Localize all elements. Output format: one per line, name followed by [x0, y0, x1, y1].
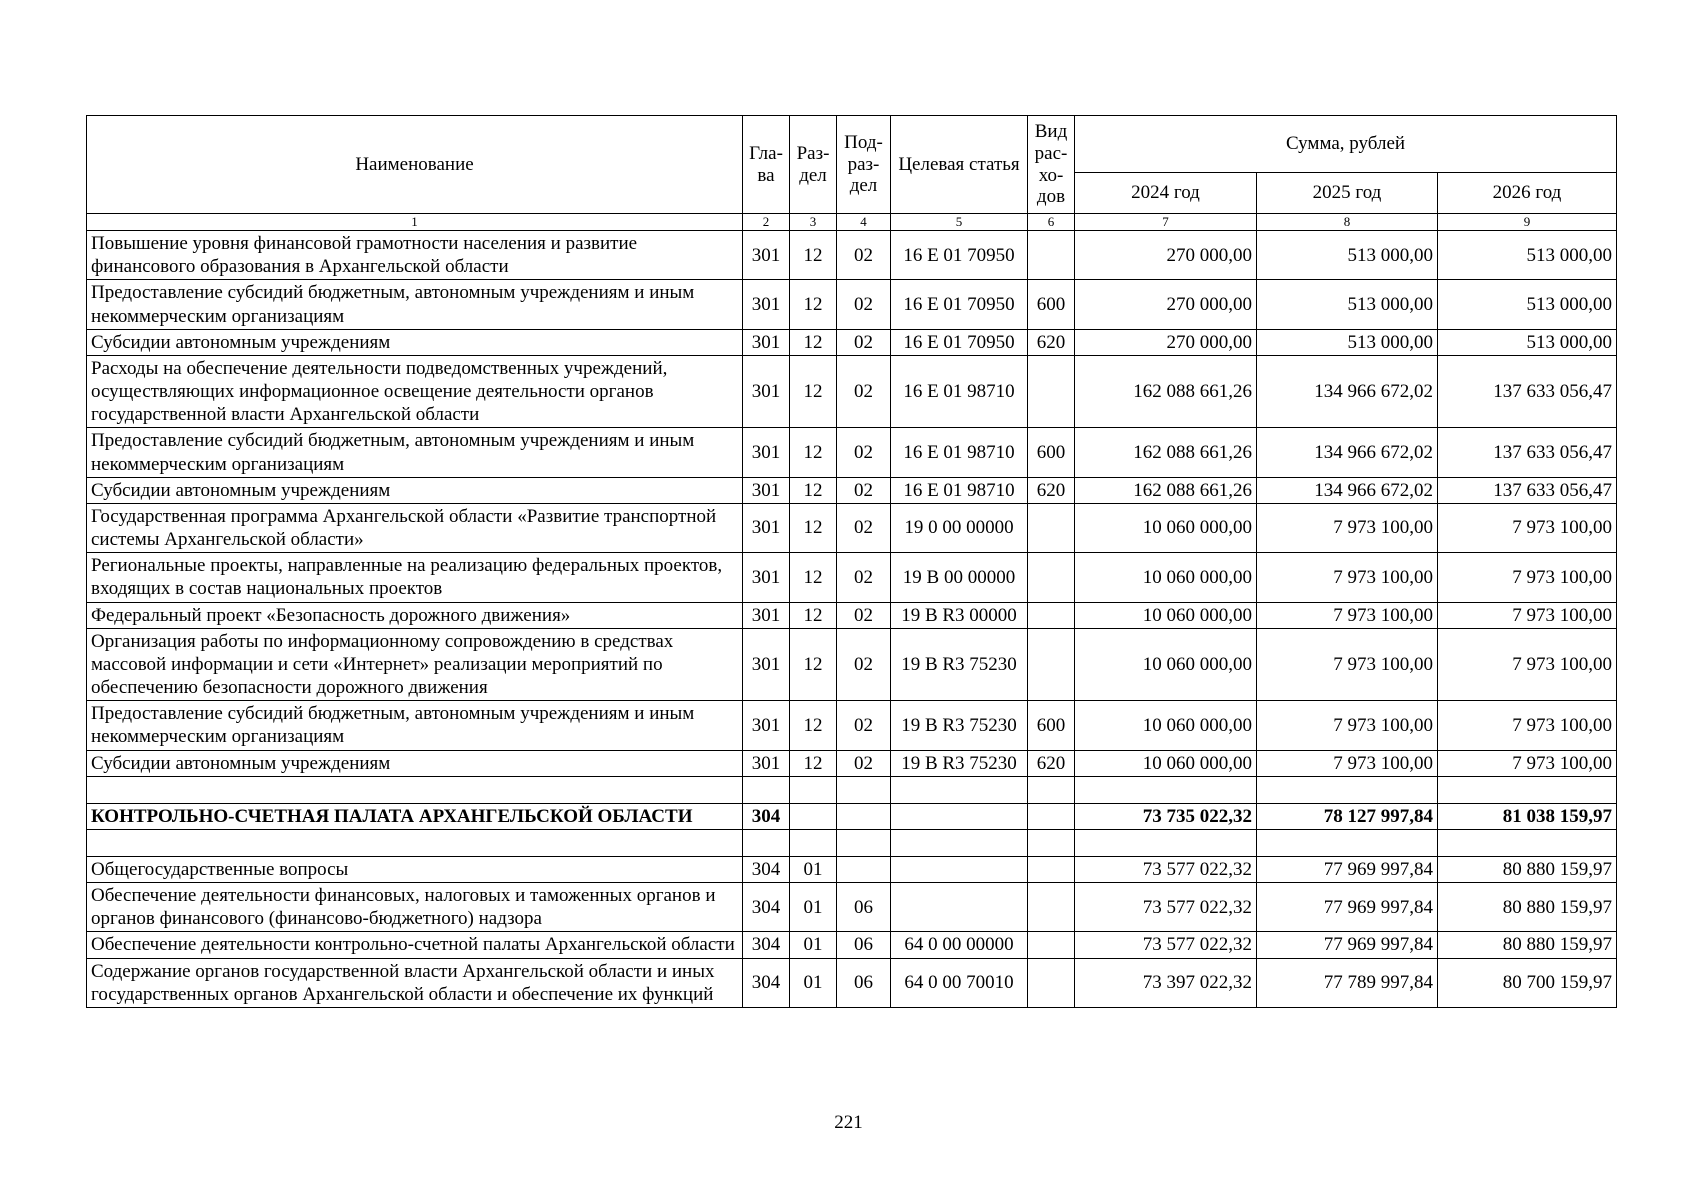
row-podrazdel: 02: [837, 553, 891, 602]
table-row: [87, 750, 1617, 776]
row-name: Федеральный проект «Безопасность дорожного движения»: [87, 602, 743, 628]
row-glava: 301: [743, 553, 790, 602]
row-name: Содержание органов государственной власти Архангельской области и иных государственных органов Архангельской области и обеспечение их функций: [87, 958, 743, 1007]
row-sum-2025: 77 969 997,84: [1257, 932, 1438, 958]
row-sum-2026: 137 633 056,47: [1438, 477, 1617, 503]
row-razdel: 12: [790, 280, 837, 329]
row-celevaya: [891, 829, 1028, 856]
row-glava: 301: [743, 503, 790, 552]
row-razdel: [790, 829, 837, 856]
row-razdel: 12: [790, 628, 837, 701]
row-sum-2025: 513 000,00: [1257, 280, 1438, 329]
row-celevaya: 16 Е 01 98710: [891, 428, 1028, 477]
row-podrazdel: 02: [837, 503, 891, 552]
table-row: [87, 776, 1617, 803]
table-row: [87, 958, 1617, 1007]
row-celevaya: 19 0 00 00000: [891, 503, 1028, 552]
row-podrazdel: 06: [837, 958, 891, 1007]
row-name: Повышение уровня финансовой грамотности населения и развитие финансового образования в Архангельской области: [87, 231, 743, 280]
row-sum-2024: 162 088 661,26: [1075, 477, 1257, 503]
row-vid: [1028, 602, 1075, 628]
row-podrazdel: 02: [837, 329, 891, 355]
row-glava: 301: [743, 355, 790, 428]
row-sum-2024: 10 060 000,00: [1075, 628, 1257, 701]
row-razdel: 01: [790, 932, 837, 958]
row-sum-2024: 10 060 000,00: [1075, 750, 1257, 776]
row-podrazdel: 02: [837, 750, 891, 776]
row-sum-2026: 137 633 056,47: [1438, 355, 1617, 428]
row-vid: [1028, 355, 1075, 428]
row-razdel: [790, 803, 837, 829]
row-podrazdel: [837, 856, 891, 882]
row-name: КОНТРОЛЬНО-СЧЕТНАЯ ПАЛАТА АРХАНГЕЛЬСКОЙ ОБЛАСТИ: [87, 803, 743, 829]
row-vid: 620: [1028, 329, 1075, 355]
row-name: Общегосударственные вопросы: [87, 856, 743, 882]
row-glava: 301: [743, 477, 790, 503]
row-celevaya: 16 Е 01 98710: [891, 355, 1028, 428]
row-sum-2025: 7 973 100,00: [1257, 750, 1438, 776]
row-sum-2024: 73 577 022,32: [1075, 856, 1257, 882]
header-podrazdel: Под-раз-дел: [837, 116, 891, 214]
row-razdel: 12: [790, 701, 837, 750]
header-name: Наименование: [87, 116, 743, 214]
row-razdel: [790, 776, 837, 803]
colnum: 8: [1257, 214, 1438, 231]
row-glava: 301: [743, 231, 790, 280]
row-podrazdel: [837, 776, 891, 803]
row-celevaya: 19 В R3 00000: [891, 602, 1028, 628]
row-sum-2026: 80 700 159,97: [1438, 958, 1617, 1007]
row-name: Обеспечение деятельности финансовых, налоговых и таможенных органов и органов финансового (финансово-бюджетного) надзора: [87, 883, 743, 932]
header-celevaya: Целевая статья: [891, 116, 1028, 214]
row-razdel: 12: [790, 553, 837, 602]
row-vid: [1028, 829, 1075, 856]
table-row: [87, 701, 1617, 750]
row-podrazdel: 02: [837, 701, 891, 750]
row-sum-2024: 10 060 000,00: [1075, 701, 1257, 750]
row-glava: 301: [743, 280, 790, 329]
row-podrazdel: 02: [837, 231, 891, 280]
row-vid: [1028, 856, 1075, 882]
table-row: [87, 553, 1617, 602]
table-body: [87, 231, 1617, 1008]
row-sum-2025: 7 973 100,00: [1257, 553, 1438, 602]
row-sum-2024: 162 088 661,26: [1075, 428, 1257, 477]
row-celevaya: 19 В R3 75230: [891, 701, 1028, 750]
table-row: [87, 428, 1617, 477]
header-2024: 2024 год: [1075, 173, 1257, 214]
row-sum-2025: 78 127 997,84: [1257, 803, 1438, 829]
table-row: [87, 829, 1617, 856]
header-glava: Гла-ва: [743, 116, 790, 214]
row-vid: [1028, 883, 1075, 932]
column-number-row: [87, 214, 1617, 231]
table-row: [87, 280, 1617, 329]
colnum: 2: [743, 214, 790, 231]
row-name: Обеспечение деятельности контрольно-счетной палаты Архангельской области: [87, 932, 743, 958]
row-vid: 620: [1028, 750, 1075, 776]
row-sum-2024: 10 060 000,00: [1075, 553, 1257, 602]
row-sum-2025: 77 969 997,84: [1257, 856, 1438, 882]
header-summa: Сумма, рублей: [1075, 116, 1617, 173]
row-name: Предоставление субсидий бюджетным, автономным учреждениям и иным некоммерческим организациям: [87, 428, 743, 477]
row-glava: 304: [743, 958, 790, 1007]
row-sum-2026: 80 880 159,97: [1438, 883, 1617, 932]
row-podrazdel: 06: [837, 883, 891, 932]
table-row: [87, 503, 1617, 552]
row-vid: 600: [1028, 280, 1075, 329]
row-podrazdel: [837, 829, 891, 856]
table-row: [87, 329, 1617, 355]
row-name: Организация работы по информационному сопровождению в средствах массовой информации и сети «Интернет» реализации мероприятий по обеспечению безопасности дорожного движения: [87, 628, 743, 701]
row-glava: 304: [743, 856, 790, 882]
colnum: 1: [87, 214, 743, 231]
colnum: 5: [891, 214, 1028, 231]
row-vid: [1028, 776, 1075, 803]
row-sum-2026: 7 973 100,00: [1438, 553, 1617, 602]
row-podrazdel: [837, 803, 891, 829]
row-sum-2026: 80 880 159,97: [1438, 856, 1617, 882]
row-sum-2026: 513 000,00: [1438, 231, 1617, 280]
row-sum-2026: [1438, 776, 1617, 803]
row-sum-2025: 77 789 997,84: [1257, 958, 1438, 1007]
colnum: 3: [790, 214, 837, 231]
row-podrazdel: 02: [837, 355, 891, 428]
table-row: [87, 231, 1617, 280]
row-sum-2025: 7 973 100,00: [1257, 628, 1438, 701]
row-name: [87, 829, 743, 856]
row-sum-2024: 73 577 022,32: [1075, 932, 1257, 958]
row-celevaya: 19 В 00 00000: [891, 553, 1028, 602]
row-sum-2026: 137 633 056,47: [1438, 428, 1617, 477]
row-glava: 304: [743, 932, 790, 958]
table-row: [87, 628, 1617, 701]
header-vid: Вид рас-хо-дов: [1028, 116, 1075, 214]
row-sum-2024: 73 577 022,32: [1075, 883, 1257, 932]
row-podrazdel: 02: [837, 280, 891, 329]
row-glava: [743, 829, 790, 856]
row-sum-2025: 7 973 100,00: [1257, 602, 1438, 628]
row-vid: [1028, 553, 1075, 602]
row-sum-2025: [1257, 829, 1438, 856]
table-row: [87, 803, 1617, 829]
page-number: 221: [834, 1112, 863, 1133]
row-sum-2025: 134 966 672,02: [1257, 355, 1438, 428]
row-razdel: 12: [790, 503, 837, 552]
row-razdel: 12: [790, 428, 837, 477]
row-celevaya: 64 0 00 70010: [891, 958, 1028, 1007]
row-sum-2026: 7 973 100,00: [1438, 750, 1617, 776]
row-razdel: 12: [790, 750, 837, 776]
row-sum-2026: [1438, 829, 1617, 856]
row-name: Субсидии автономным учреждениям: [87, 329, 743, 355]
row-vid: [1028, 628, 1075, 701]
row-celevaya: 16 Е 01 70950: [891, 231, 1028, 280]
row-sum-2025: 7 973 100,00: [1257, 701, 1438, 750]
row-sum-2024: [1075, 829, 1257, 856]
row-name: [87, 776, 743, 803]
row-sum-2024: 270 000,00: [1075, 280, 1257, 329]
row-celevaya: [891, 776, 1028, 803]
row-celevaya: 19 В R3 75230: [891, 750, 1028, 776]
row-sum-2025: 134 966 672,02: [1257, 428, 1438, 477]
colnum: 9: [1438, 214, 1617, 231]
row-glava: 301: [743, 602, 790, 628]
colnum: 4: [837, 214, 891, 231]
row-sum-2026: 80 880 159,97: [1438, 932, 1617, 958]
budget-table: [86, 115, 1617, 1008]
row-sum-2026: 513 000,00: [1438, 329, 1617, 355]
row-sum-2025: [1257, 776, 1438, 803]
row-sum-2024: 270 000,00: [1075, 329, 1257, 355]
row-sum-2026: 7 973 100,00: [1438, 701, 1617, 750]
row-razdel: 01: [790, 958, 837, 1007]
table-row: [87, 883, 1617, 932]
row-name: Предоставление субсидий бюджетным, автономным учреждениям и иным некоммерческим организациям: [87, 280, 743, 329]
row-celevaya: 16 Е 01 70950: [891, 280, 1028, 329]
row-name: Государственная программа Архангельской области «Развитие транспортной системы Архангельской области»: [87, 503, 743, 552]
row-glava: 304: [743, 883, 790, 932]
colnum: 7: [1075, 214, 1257, 231]
row-vid: [1028, 503, 1075, 552]
row-glava: 301: [743, 329, 790, 355]
row-name: Предоставление субсидий бюджетным, автономным учреждениям и иным некоммерческим организациям: [87, 701, 743, 750]
row-celevaya: 16 Е 01 70950: [891, 329, 1028, 355]
row-sum-2026: 7 973 100,00: [1438, 628, 1617, 701]
row-podrazdel: 02: [837, 602, 891, 628]
row-glava: [743, 776, 790, 803]
row-razdel: 01: [790, 856, 837, 882]
row-celevaya: 16 Е 01 98710: [891, 477, 1028, 503]
row-vid: [1028, 803, 1075, 829]
row-vid: [1028, 231, 1075, 280]
colnum: 6: [1028, 214, 1075, 231]
row-name: Субсидии автономным учреждениям: [87, 477, 743, 503]
row-glava: 301: [743, 428, 790, 477]
row-sum-2025: 513 000,00: [1257, 329, 1438, 355]
row-glava: 301: [743, 701, 790, 750]
row-sum-2026: 7 973 100,00: [1438, 602, 1617, 628]
table-row: [87, 932, 1617, 958]
row-razdel: 12: [790, 329, 837, 355]
row-sum-2024: 73 735 022,32: [1075, 803, 1257, 829]
table-row: [87, 856, 1617, 882]
row-sum-2025: 134 966 672,02: [1257, 477, 1438, 503]
header-2025: 2025 год: [1257, 173, 1438, 214]
row-celevaya: 19 В R3 75230: [891, 628, 1028, 701]
row-razdel: 12: [790, 231, 837, 280]
row-razdel: 12: [790, 602, 837, 628]
row-glava: 301: [743, 750, 790, 776]
row-sum-2024: 162 088 661,26: [1075, 355, 1257, 428]
row-sum-2026: 81 038 159,97: [1438, 803, 1617, 829]
row-sum-2025: 7 973 100,00: [1257, 503, 1438, 552]
row-sum-2024: 10 060 000,00: [1075, 602, 1257, 628]
row-sum-2024: 73 397 022,32: [1075, 958, 1257, 1007]
header-razdel: Раз-дел: [790, 116, 837, 214]
row-celevaya: 64 0 00 00000: [891, 932, 1028, 958]
row-celevaya: [891, 803, 1028, 829]
row-vid: 600: [1028, 701, 1075, 750]
row-sum-2025: 77 969 997,84: [1257, 883, 1438, 932]
row-name: Субсидии автономным учреждениям: [87, 750, 743, 776]
row-name: Расходы на обеспечение деятельности подведомственных учреждений, осуществляющих информационное освещение деятельности органов государственной власти Архангельской области: [87, 355, 743, 428]
row-vid: [1028, 958, 1075, 1007]
row-podrazdel: 02: [837, 477, 891, 503]
row-name: Региональные проекты, направленные на реализацию федеральных проектов, входящих в состав национальных проектов: [87, 553, 743, 602]
row-sum-2025: 513 000,00: [1257, 231, 1438, 280]
row-celevaya: [891, 856, 1028, 882]
table-row: [87, 602, 1617, 628]
row-sum-2026: 513 000,00: [1438, 280, 1617, 329]
row-razdel: 12: [790, 355, 837, 428]
row-glava: 301: [743, 628, 790, 701]
table-header: [87, 116, 1617, 231]
row-vid: 600: [1028, 428, 1075, 477]
table-row: [87, 477, 1617, 503]
row-vid: 620: [1028, 477, 1075, 503]
row-podrazdel: 02: [837, 628, 891, 701]
row-razdel: 12: [790, 477, 837, 503]
row-sum-2024: 270 000,00: [1075, 231, 1257, 280]
row-celevaya: [891, 883, 1028, 932]
header-2026: 2026 год: [1438, 173, 1617, 214]
row-vid: [1028, 932, 1075, 958]
row-sum-2024: [1075, 776, 1257, 803]
row-sum-2026: 7 973 100,00: [1438, 503, 1617, 552]
row-razdel: 01: [790, 883, 837, 932]
row-podrazdel: 02: [837, 428, 891, 477]
row-podrazdel: 06: [837, 932, 891, 958]
row-glava: 304: [743, 803, 790, 829]
table-row: [87, 355, 1617, 428]
row-sum-2024: 10 060 000,00: [1075, 503, 1257, 552]
